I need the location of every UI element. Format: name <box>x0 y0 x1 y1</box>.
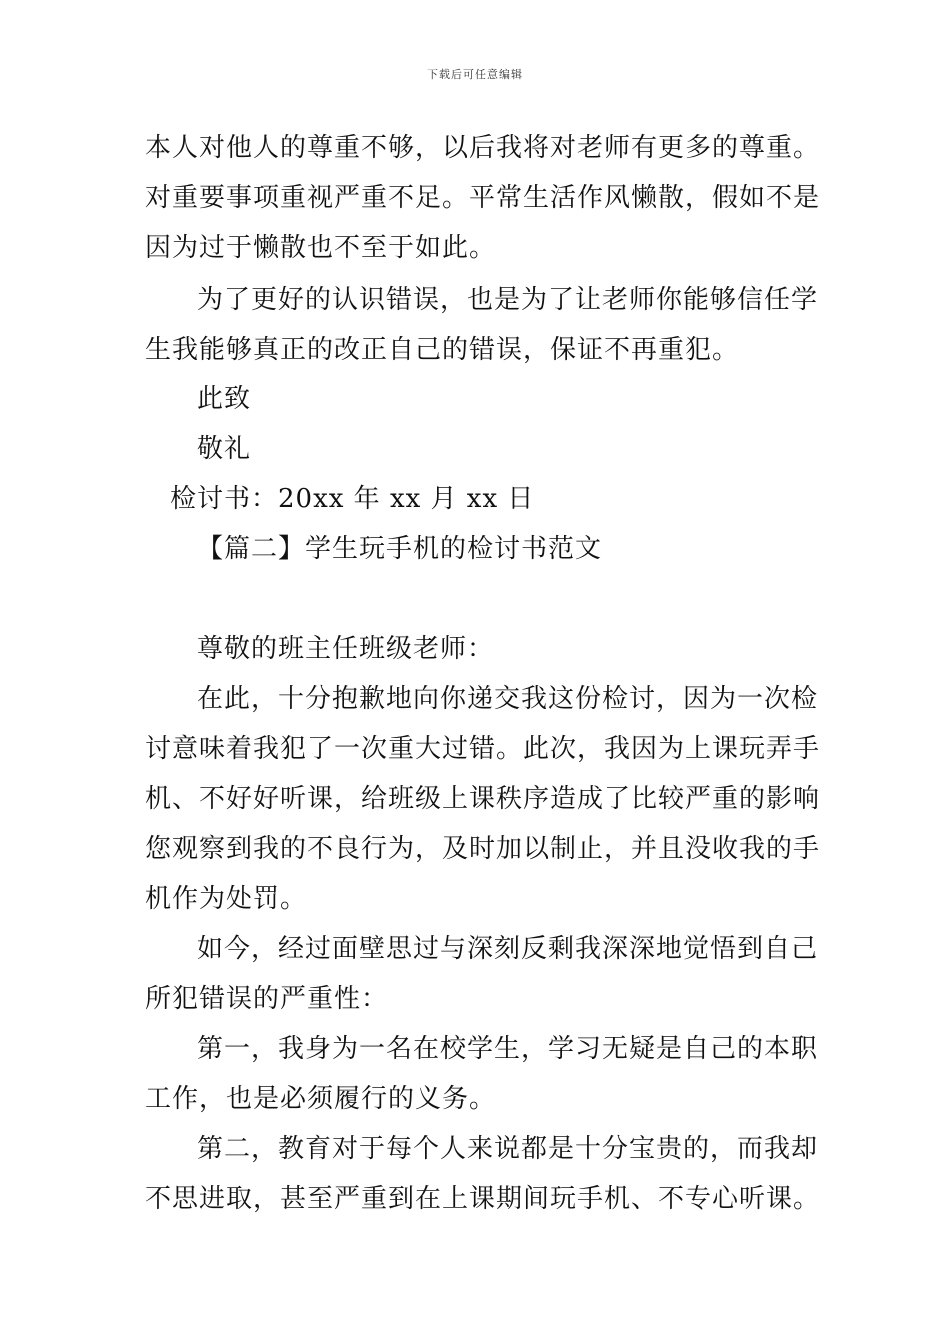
text-line: 机作为处罚。 <box>145 884 308 914</box>
text-line: 您观察到我的不良行为，及时加以制止，并且没收我的手 <box>145 834 821 864</box>
date-line: 检讨书：20xx 年 xx 月 xx 日 <box>170 484 535 514</box>
greeting-line: 尊敬的班主任班级老师： <box>197 634 495 664</box>
text-line: 为了更好的认识错误，也是为了让老师你能够信任学 <box>197 285 819 315</box>
section-heading: 【篇二】学生玩手机的检讨书范文 <box>197 534 603 564</box>
text-line: 第一，我身为一名在校学生，学习无疑是自己的本职 <box>197 1034 819 1064</box>
text-line: 工作，也是必须履行的义务。 <box>145 1084 497 1114</box>
text-line: 如今，经过面壁思过与深刻反剩我深深地觉悟到自己 <box>197 934 819 964</box>
salutation-line: 此致 <box>197 384 252 414</box>
text-line: 机、不好好听课，给班级上课秩序造成了比较严重的影响 <box>145 784 821 814</box>
page-header: 下载后可任意编辑 <box>427 68 523 81</box>
text-line: 在此，十分抱歉地向你递交我这份检讨，因为一次检 <box>197 684 819 714</box>
text-line: 对重要事项重视严重不足。平常生活作风懒散，假如不是 <box>145 183 821 213</box>
text-line: 不思进取，甚至严重到在上课期间玩手机、不专心听课。 <box>145 1184 821 1214</box>
text-line: 因为过于懒散也不至于如此。 <box>145 233 497 263</box>
text-line: 所犯错误的严重性： <box>145 984 389 1014</box>
text-line: 第二，教育对于每个人来说都是十分宝贵的，而我却 <box>197 1134 819 1164</box>
salutation-line: 敬礼 <box>197 434 252 464</box>
text-line: 本人对他人的尊重不够，以后我将对老师有更多的尊重。 <box>145 133 821 163</box>
text-line: 生我能够真正的改正自己的错误，保证不再重犯。 <box>145 335 740 365</box>
text-line: 讨意味着我犯了一次重大过错。此次，我因为上课玩弄手 <box>145 734 821 764</box>
